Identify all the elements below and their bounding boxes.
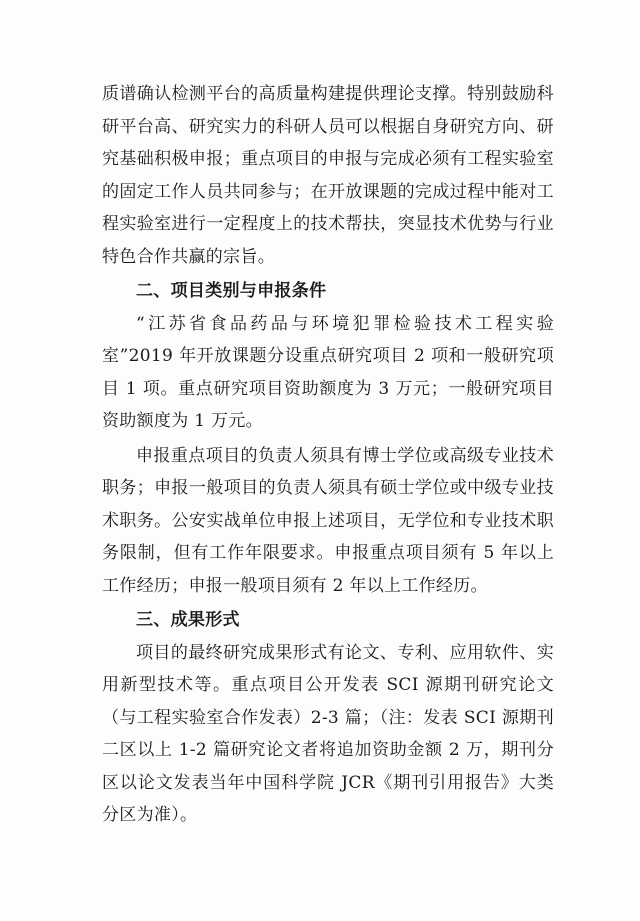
paragraph-outcomes: 项目的最终研究成果形式有论文、专利、应用软件、实用新型技术等。重点项目公开发表 SCI 源期刊研究论文（与工程实验室合作发表）2-3 篇；（注：发表 SCI 源期刊二区以上 1-2 篇研究论文者将追加资助金额 2 万，期刊分区以论文发表当年中国科学院 JCR《期刊引用报告》大类分区为准）。 xyxy=(102,642,554,825)
paragraph-funding: “江苏省食品药品与环境犯罪检验技术工程实验室”2019 年开放课题分设重点研究项目 2 项和一般研究项目 1 项。重点研究项目资助额度为 3 万元；一般研究项目资助额度为 1 万元。 xyxy=(102,313,554,431)
paragraph-research-platform: 质谱确认检测平台的高质量构建提供理论支撑。特别鼓励科研平台高、研究实力的科研人员可以根据自身研究方向、研究基础积极申报；重点项目的申报与完成必须有工程实验室的固定工作人员共同参与；在开放课题的完成过程中能对工程实验室进行一定程度上的技术帮扶，突显技术优势与行业特色合作共赢的宗旨。 xyxy=(102,84,554,267)
document-body xyxy=(102,78,554,832)
section-heading-project-category: 二、项目类别与申报条件 xyxy=(136,281,327,301)
paragraph-applicant-requirements: 申报重点项目的负责人须具有博士学位或高级专业技术职务；申报一般项目的负责人须具有硕士学位或中级专业技术职务。公安实战单位申报上述项目，无学位和专业技术职务限制，但有工作年限要求。申报重点项目须有 5 年以上工作经历；申报一般项目须有 2 年以上工作经历。 xyxy=(102,445,554,596)
section-heading-outcome-form: 三、成果形式 xyxy=(136,610,240,630)
